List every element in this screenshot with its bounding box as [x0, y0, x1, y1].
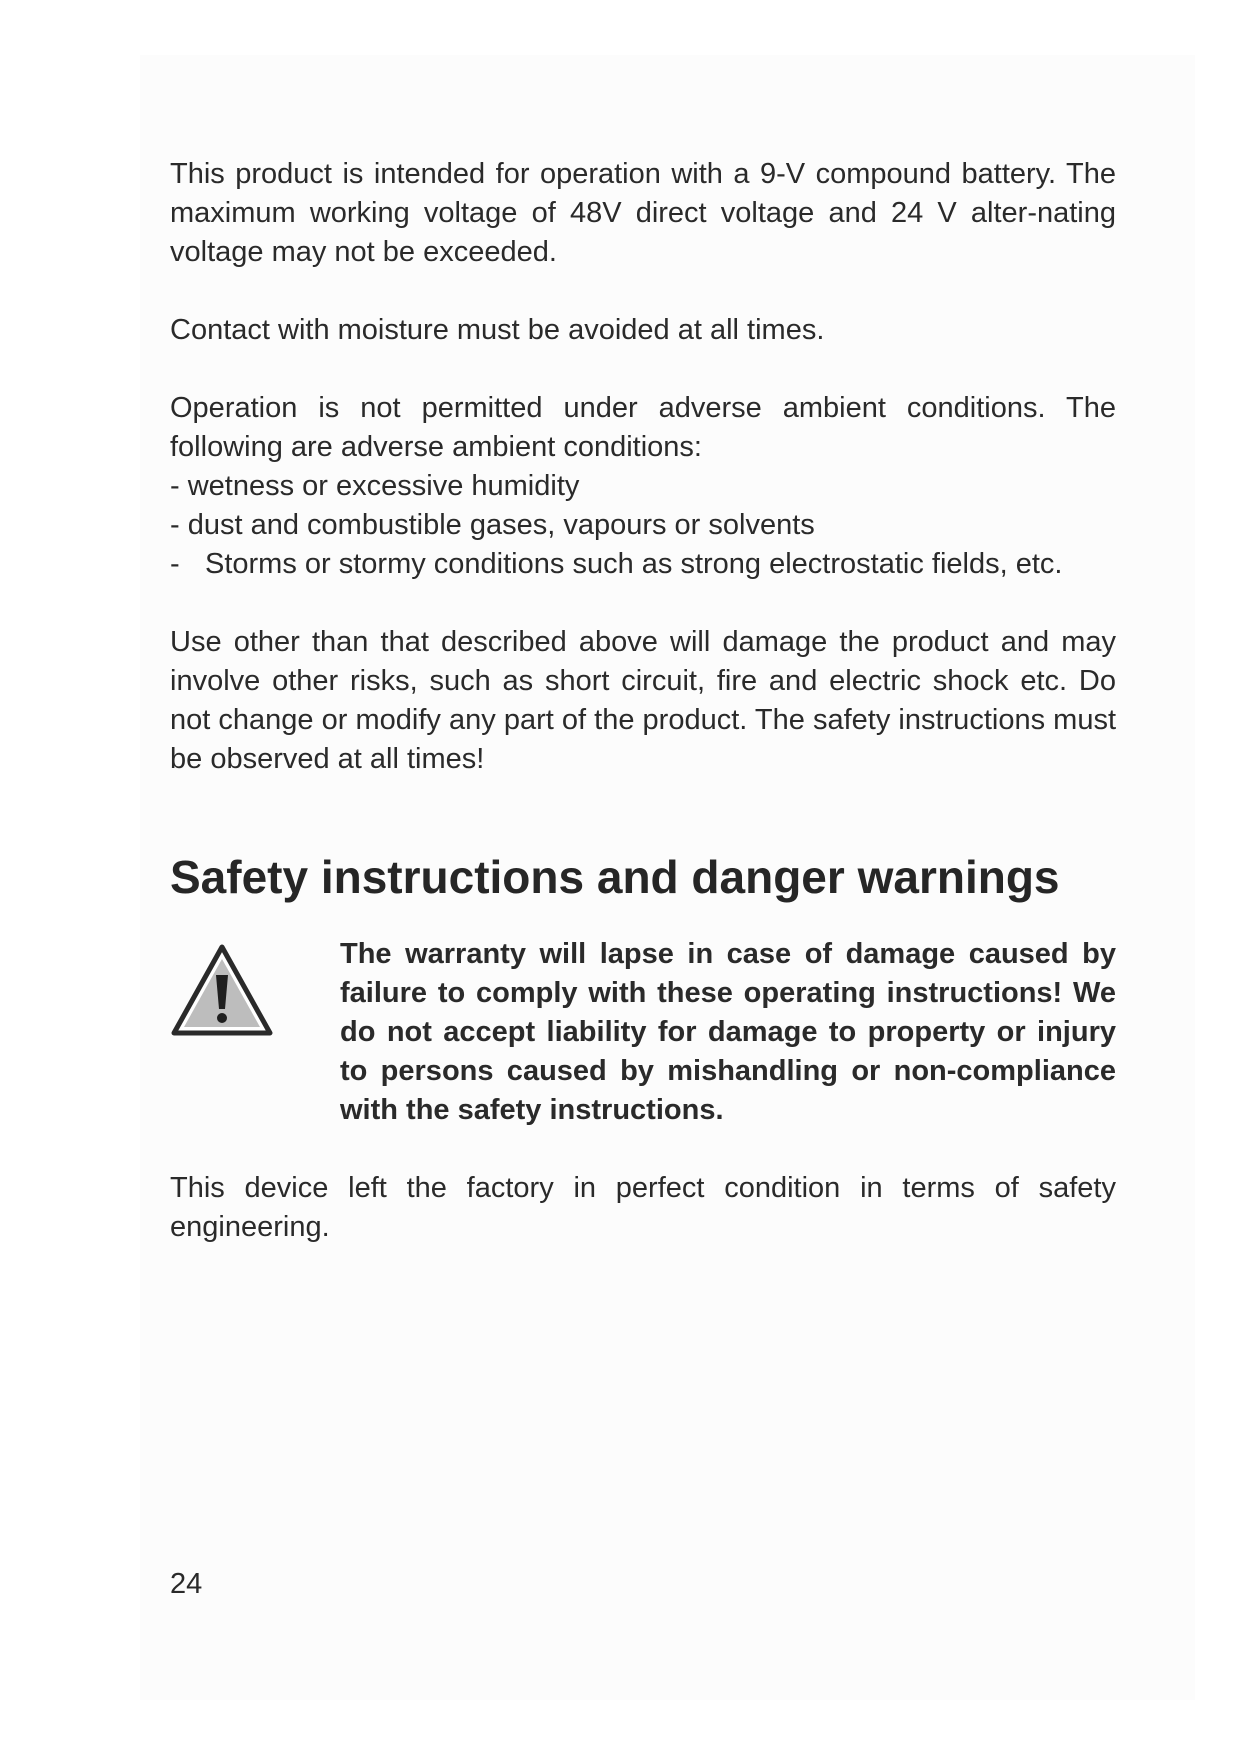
battery-paragraph: This product is intended for operation with a 9-V compound battery. The maximum working voltage of 48V direct voltage and 24 V alter-nating voltage may not be exceeded.	[170, 158, 1116, 268]
misuse-paragraph: Use other than that described above will damage the product and may involve other risks, such as short circuit, fire and electric shock etc. Do not change or modify any part of the product. The safety instructions must be observed at all times!	[170, 626, 1116, 775]
moisture-paragraph: Contact with moisture must be avoided at all times.	[170, 314, 825, 346]
page-content	[170, 155, 1116, 1247]
list-item-text: - wetness or excessive humidity	[170, 470, 580, 502]
adverse-conditions-paragraph: Operation is not permitted under adverse ambient conditions. The following are adverse ambient conditions:	[170, 392, 1116, 463]
list-dash: -	[170, 548, 180, 580]
section-heading: Safety instructions and danger warnings	[170, 851, 1060, 903]
adverse-conditions-list	[170, 467, 1116, 584]
warranty-warning-text: The warranty will lapse in case of damage caused by failure to comply with these operating instructions! We do not accept liability for damage to property or injury to persons caused by mishandling or non-compliance with the safety instructions.	[340, 938, 1116, 1126]
list-item-text: Storms or stormy conditions such as strong electrostatic fields, etc.	[205, 548, 1063, 580]
list-item-text: - dust and combustible gases, vapours or solvents	[170, 509, 815, 541]
warning-triangle-icon	[170, 935, 340, 1130]
page-number: 24	[170, 1568, 203, 1600]
factory-condition-paragraph: This device left the factory in perfect condition in terms of safety engineering.	[170, 1172, 1116, 1243]
list-item	[170, 545, 1116, 584]
warning-block	[170, 935, 1116, 1130]
list-item	[170, 467, 1116, 506]
list-item	[170, 506, 1116, 545]
